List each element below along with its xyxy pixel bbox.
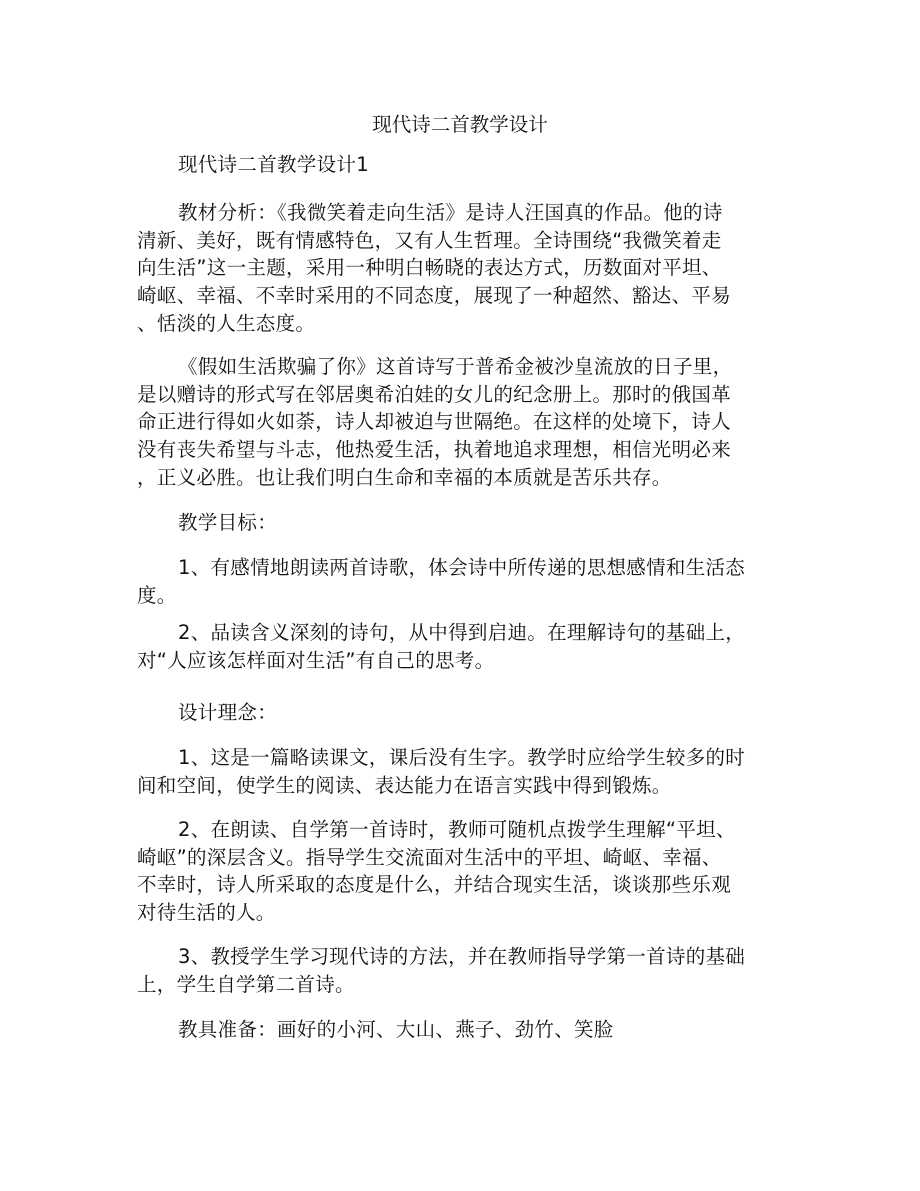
paragraph-line: 对“人应该怎样面对生活”有自己的思考。 xyxy=(137,648,495,672)
paragraph-line: 命正进行得如火如荼，诗人却被迫与世隔绝。在这样的处境下，诗人 xyxy=(137,410,732,434)
paragraph xyxy=(137,1016,787,1044)
paragraph-line: 对待生活的人。 xyxy=(137,901,276,925)
document-title: 现代诗二首教学设计 xyxy=(372,113,548,136)
paragraph-line: 清新、美好，既有情感特色，又有人生哲理。全诗围绕“我微笑着走 xyxy=(137,228,722,252)
paragraph-line: ，正义必胜。也让我们明白生命和幸福的本质就是苦乐共存。 xyxy=(137,465,672,489)
paragraph-line: 上，学生自学第二首诗。 xyxy=(137,972,355,996)
paragraph-line: 2、在朗读、自学第一首诗时，教师可随机点拨学生理解“平坦、 xyxy=(178,818,736,841)
paragraph xyxy=(137,199,787,337)
paragraph-line: 间和空间，使学生的阅读、表达能力在语言实践中得到锻炼。 xyxy=(137,773,672,797)
paragraph xyxy=(137,744,787,799)
paragraph-line: 崎岖、幸福、不幸时采用的不同态度，展现了一种超然、豁达、平易 xyxy=(137,284,732,308)
paragraph-line: 教材分析：《我微笑着走向生活》是诗人汪国真的作品。他的诗 xyxy=(178,201,723,224)
paragraph-line: 设计理念： xyxy=(178,701,278,724)
subtitle: 现代诗二首教学设计1 xyxy=(178,153,369,176)
paragraph xyxy=(137,619,787,674)
paragraph-line: 崎岖”的深层含义。指导学生交流面对生活中的平坦、崎岖、幸福、 xyxy=(137,845,722,869)
paragraph-line: 度。 xyxy=(137,583,177,607)
paragraph-line: 是以赠诗的形式写在邻居奥希泊娃的女儿的纪念册上。那时的俄国革 xyxy=(137,382,732,406)
paragraph-line: 向生活”这一主题，采用一种明白畅晓的表达方式，历数面对平坦、 xyxy=(137,256,722,280)
paragraph-line: 教学目标： xyxy=(178,511,278,534)
paragraph xyxy=(137,509,787,537)
section-heading xyxy=(137,151,787,179)
paragraph-line: 没有丧失希望与斗志，他热爱生活，执着地追求理想，相信光明必来 xyxy=(137,438,732,462)
paragraph-line: 教具准备：画好的小河、大山、燕子、劲竹、笑脸 xyxy=(178,1018,614,1041)
paragraph-line: 不幸时，诗人所采取的态度是什么，并结合现实生活，谈谈那些乐观 xyxy=(137,873,732,897)
paragraph-line: 3、教授学生学习现代诗的方法，并在教师指导学第一首诗的基础 xyxy=(178,945,746,968)
paragraph xyxy=(137,699,787,727)
paragraph-line: 2、品读含义深刻的诗句，从中得到启迪。在理解诗句的基础上， xyxy=(178,621,746,644)
paragraph-line: 1、有感情地朗读两首诗歌，体会诗中所传递的思想感情和生活态 xyxy=(178,556,746,579)
paragraph xyxy=(137,943,787,998)
paragraph xyxy=(137,554,787,609)
paragraph xyxy=(137,353,787,491)
paragraph xyxy=(137,816,787,927)
paragraph-line: 《假如生活欺骗了你》这首诗写于普希金被沙皇流放的日子里， xyxy=(178,355,733,378)
paragraph-line: 1、这是一篇略读课文，课后没有生字。教学时应给学生较多的时 xyxy=(178,746,746,769)
paragraph-line: 、恬淡的人生态度。 xyxy=(137,311,316,335)
